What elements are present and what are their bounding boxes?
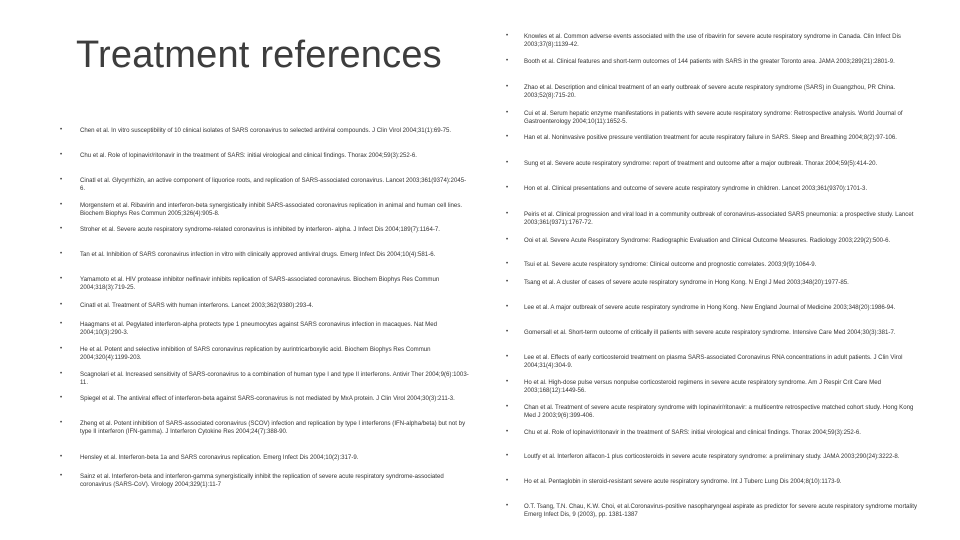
right-reference-item (506, 304, 926, 312)
right-reference-item (506, 279, 926, 287)
bullet-marker: • (60, 251, 63, 257)
left-reference-item (60, 226, 470, 234)
left-reference-item (60, 473, 470, 488)
left-reference-item (60, 202, 470, 217)
reference-text: Han et al. Noninvasive positive pressure ventilation treatment for acute respiratory failure in SARS. Sleep and Breathing 2004;8(2):97-106. (524, 134, 897, 141)
left-reference-item (60, 251, 470, 259)
reference-text: Spiegel et al. The antiviral effect of interferon-beta against SARS-coronavirus is not mediated by MxA protein. J Clin Virol 2004;30(3):211-3. (80, 395, 455, 402)
reference-text: Sainz et al. Interferon-beta and interferon-gamma synergistically inhibit the replication of severe acute respiratory syndrome-associated coronavirus (SARS-CoV). Virology 2004;329(1):11-7 (80, 473, 444, 488)
bullet-marker: • (506, 279, 509, 285)
right-reference-item (506, 503, 926, 518)
reference-text: Gomersall et al. Short-term outcome of critically ill patients with severe acute respiratory syndrome. Intensive Care Med 2004;30(3):381-7. (524, 329, 896, 336)
bullet-marker: • (506, 84, 509, 90)
right-reference-item (506, 58, 926, 66)
right-reference-item (506, 134, 926, 142)
slide-title: Treatment references (76, 34, 442, 76)
reference-text: Zhao et al. Description and clinical treatment of an early outbreak of severe acute respiratory syndrome (SARS) in Guangzhou, PR China. 2003;52(8):715-20. (524, 84, 896, 99)
reference-text: Knowles et al. Common adverse events associated with the use of ribavirin for severe acute respiratory syndrome in Canada. Clin Infect Dis 2003;37(8):1139-42. (524, 33, 901, 48)
bullet-marker: • (506, 354, 509, 360)
bullet-marker: • (506, 160, 509, 166)
bullet-marker: • (60, 276, 63, 282)
reference-text: Peiris et al. Clinical progression and viral load in a community outbreak of coronavirus-associated SARS pneumonia: a prospective study. Lancet 2003;361(9371):1767-72. (524, 211, 914, 226)
bullet-marker: • (506, 329, 509, 335)
bullet-marker: • (506, 261, 509, 267)
bullet-marker: • (60, 454, 63, 460)
reference-text: Ho et al. High-dose pulse versus nonpulse corticosteroid regimens in severe acute respiratory syndrome. Am J Respir Crit Care Med 2003;168(12):1449-56. (524, 379, 881, 394)
reference-text: Hon et al. Clinical presentations and outcome of severe acute respiratory syndrome in children. Lancet 2003;361(9370):1701-3. (524, 185, 868, 192)
reference-text: Scagnolari et al. Increased sensitivity of SARS-coronavirus to a combination of human type I and type II interferons. Antivir Ther 2004;9(6):1003-11. (80, 371, 469, 386)
right-reference-item (506, 237, 926, 245)
bullet-marker: • (60, 177, 63, 183)
reference-text: Ooi et al. Severe Acute Respiratory Syndrome: Radiographic Evaluation and Clinical Outcome Measures. Radiology 2003;229(2):500-6. (524, 237, 891, 244)
bullet-marker: • (506, 237, 509, 243)
bullet-marker: • (60, 371, 63, 377)
reference-text: Booth et al. Clinical features and short-term outcomes of 144 patients with SARS in the greater Toronto area. JAMA 2003;289(21):2801-9. (524, 58, 895, 65)
right-reference-item (506, 160, 926, 168)
left-reference-item (60, 346, 470, 361)
bullet-marker: • (506, 453, 509, 459)
reference-text: Lee et al. A major outbreak of severe acute respiratory syndrome in Hong Kong. New England Journal of Medicine 2003;348(20):1986-94. (524, 304, 896, 311)
bullet-marker: • (506, 110, 509, 116)
bullet-marker: • (60, 127, 63, 133)
bullet-marker: • (60, 473, 63, 479)
bullet-marker: • (506, 379, 509, 385)
bullet-marker: • (506, 58, 509, 64)
bullet-marker: • (506, 404, 509, 410)
left-reference-item (60, 454, 470, 462)
bullet-marker: • (60, 321, 63, 327)
right-reference-item (506, 404, 926, 419)
bullet-marker: • (506, 33, 509, 39)
right-reference-item (506, 379, 926, 394)
right-reference-item (506, 354, 926, 369)
bullet-marker: • (60, 346, 63, 352)
reference-text: Loutfy et al. Interferon alfacon-1 plus corticosteroids in severe acute respiratory syndrome: a preliminary study. JAMA 2003;290(24):3222-8. (524, 453, 900, 460)
reference-text: Morgenstern et al. Ribavirin and interferon-beta synergistically inhibit SARS-associated coronavirus replication in animal and human cell lines. Biochem Biophys Res Commun 2005;326(4):905-8. (80, 202, 463, 217)
reference-text: Ho et al. Pentaglobin in steroid-resistant severe acute respiratory syndrome. Int J Tuberc Lung Dis 2004;8(10):1173-9. (524, 478, 842, 485)
right-reference-item (506, 211, 926, 226)
reference-text: Chu et al. Role of lopinavir/ritonavir in the treatment of SARS: initial virological and clinical findings. Thorax 2004;59(3):252-6. (80, 152, 417, 159)
reference-text: Hensley et al. Interferon-beta 1a and SARS coronavirus replication. Emerg Infect Dis 2004;10(2):317-9. (80, 454, 359, 461)
bullet-marker: • (60, 226, 63, 232)
left-reference-item (60, 321, 470, 336)
reference-text: Cinatl et al. Glycyrrhizin, an active component of liquorice roots, and replication of SARS-associated coronavirus. Lancet 2003;361(9374):2045-6. (80, 177, 467, 192)
bullet-marker: • (60, 152, 63, 158)
reference-text: Zheng et al. Potent inhibition of SARS-associated coronavirus (SCOV) infection and replication by type I interferons (IFN-alpha/beta) but not by type II interferon (IFN-gamma). J Interferon Cytokine Res 2004;24(7):388-90. (80, 420, 466, 435)
bullet-marker: • (60, 420, 63, 426)
bullet-marker: • (60, 395, 63, 401)
bullet-marker: • (506, 478, 509, 484)
reference-text: Sung et al. Severe acute respiratory syndrome: report of treatment and outcome after a major outbreak. Thorax 2004;59(5):414-20. (524, 160, 878, 167)
reference-text: Chen et al. In vitro susceptibility of 10 clinical isolates of SARS coronavirus to selected antiviral compounds. J Clin Virol 2004;31(1):69-75. (80, 127, 452, 134)
right-reference-item (506, 33, 926, 48)
left-reference-item (60, 371, 470, 386)
reference-text: Chan et al. Treatment of severe acute respiratory syndrome with lopinavir/ritonavir: a multicentre retrospective matched cohort study. Hong Kong Med J 2003;9(6):399-406. (524, 404, 914, 419)
right-reference-item (506, 453, 926, 461)
reference-text: Tan et al. Inhibition of SARS coronavirus infection in vitro with clinically approved antiviral drugs. Emerg Infect Dis 2004;10(4):581-6. (80, 251, 436, 258)
reference-text: Chu et al. Role of lopinavir/ritonavir in the treatment of SARS: initial virological and clinical findings. Thorax 2004;59(3):252-6. (524, 429, 861, 436)
right-reference-item (506, 185, 926, 193)
bullet-marker: • (506, 429, 509, 435)
reference-text: He et al. Potent and selective inhibition of SARS coronavirus replication by aurintricarboxylic acid. Biochem Biophys Res Commun 2004;320(4):1199-203. (80, 346, 431, 361)
left-reference-item (60, 127, 470, 135)
right-reference-item (506, 84, 926, 99)
bullet-marker: • (506, 211, 509, 217)
reference-text: Tsui et al. Severe acute respiratory syndrome: Clinical outcome and prognostic correlates. 2003;9(9):1064-9. (524, 261, 817, 268)
reference-text: Haagmans et al. Pegylated interferon-alpha protects type 1 pneumocytes against SARS coronavirus infection in macaques. Nat Med 2004;10(3):290-3. (80, 321, 438, 336)
reference-text: Yamamoto et al. HIV protease inhibitor nelfinavir inhibits replication of SARS-associated coronavirus. Biochem Biophys Res Commun 2004;318(3):719-25. (80, 276, 440, 291)
reference-text: Cui et al. Serum hepatic enzyme manifestations in patients with severe acute respiratory syndrome: Retrospective analysis. World Journal of Gastroenterology 2004;10(11):1652-5. (524, 110, 903, 125)
bullet-marker: • (506, 304, 509, 310)
right-reference-item (506, 478, 926, 486)
reference-text: Tsang et al. A cluster of cases of severe acute respiratory syndrome in Hong Kong. N Engl J Med 2003;348(20):1977-85. (524, 279, 849, 286)
reference-text: Cinatl et al. Treatment of SARS with human interferons. Lancet 2003;362(9380):293-4. (80, 302, 314, 309)
left-reference-item (60, 420, 470, 435)
left-reference-item (60, 276, 470, 291)
right-reference-item (506, 110, 926, 125)
left-reference-item (60, 395, 470, 403)
reference-text: Lee et al. Effects of early corticosteroid treatment on plasma SARS-associated Coronavirus RNA concentrations in adult patients. J Clin Virol 2004;31(4):304-9. (524, 354, 903, 369)
left-reference-item (60, 152, 470, 160)
right-reference-item (506, 329, 926, 337)
left-reference-item (60, 302, 470, 310)
reference-text: O.T. Tsang, T.N. Chau, K.W. Choi, et al.Coronavirus-positive nasopharyngeal aspirate as predictor for severe acute respiratory syndrome mortality Emerg Infect Dis, 9 (2003), pp. 1381-1387 (524, 503, 917, 518)
right-reference-item (506, 261, 926, 269)
bullet-marker: • (506, 503, 509, 509)
bullet-marker: • (60, 302, 63, 308)
left-reference-item (60, 177, 470, 192)
bullet-marker: • (60, 202, 63, 208)
right-reference-item (506, 429, 926, 437)
bullet-marker: • (506, 134, 509, 140)
reference-text: Stroher et al. Severe acute respiratory syndrome-related coronavirus is inhibited by interferon- alpha. J Infect Dis 2004;189(7):1164-7. (80, 226, 440, 233)
bullet-marker: • (506, 185, 509, 191)
